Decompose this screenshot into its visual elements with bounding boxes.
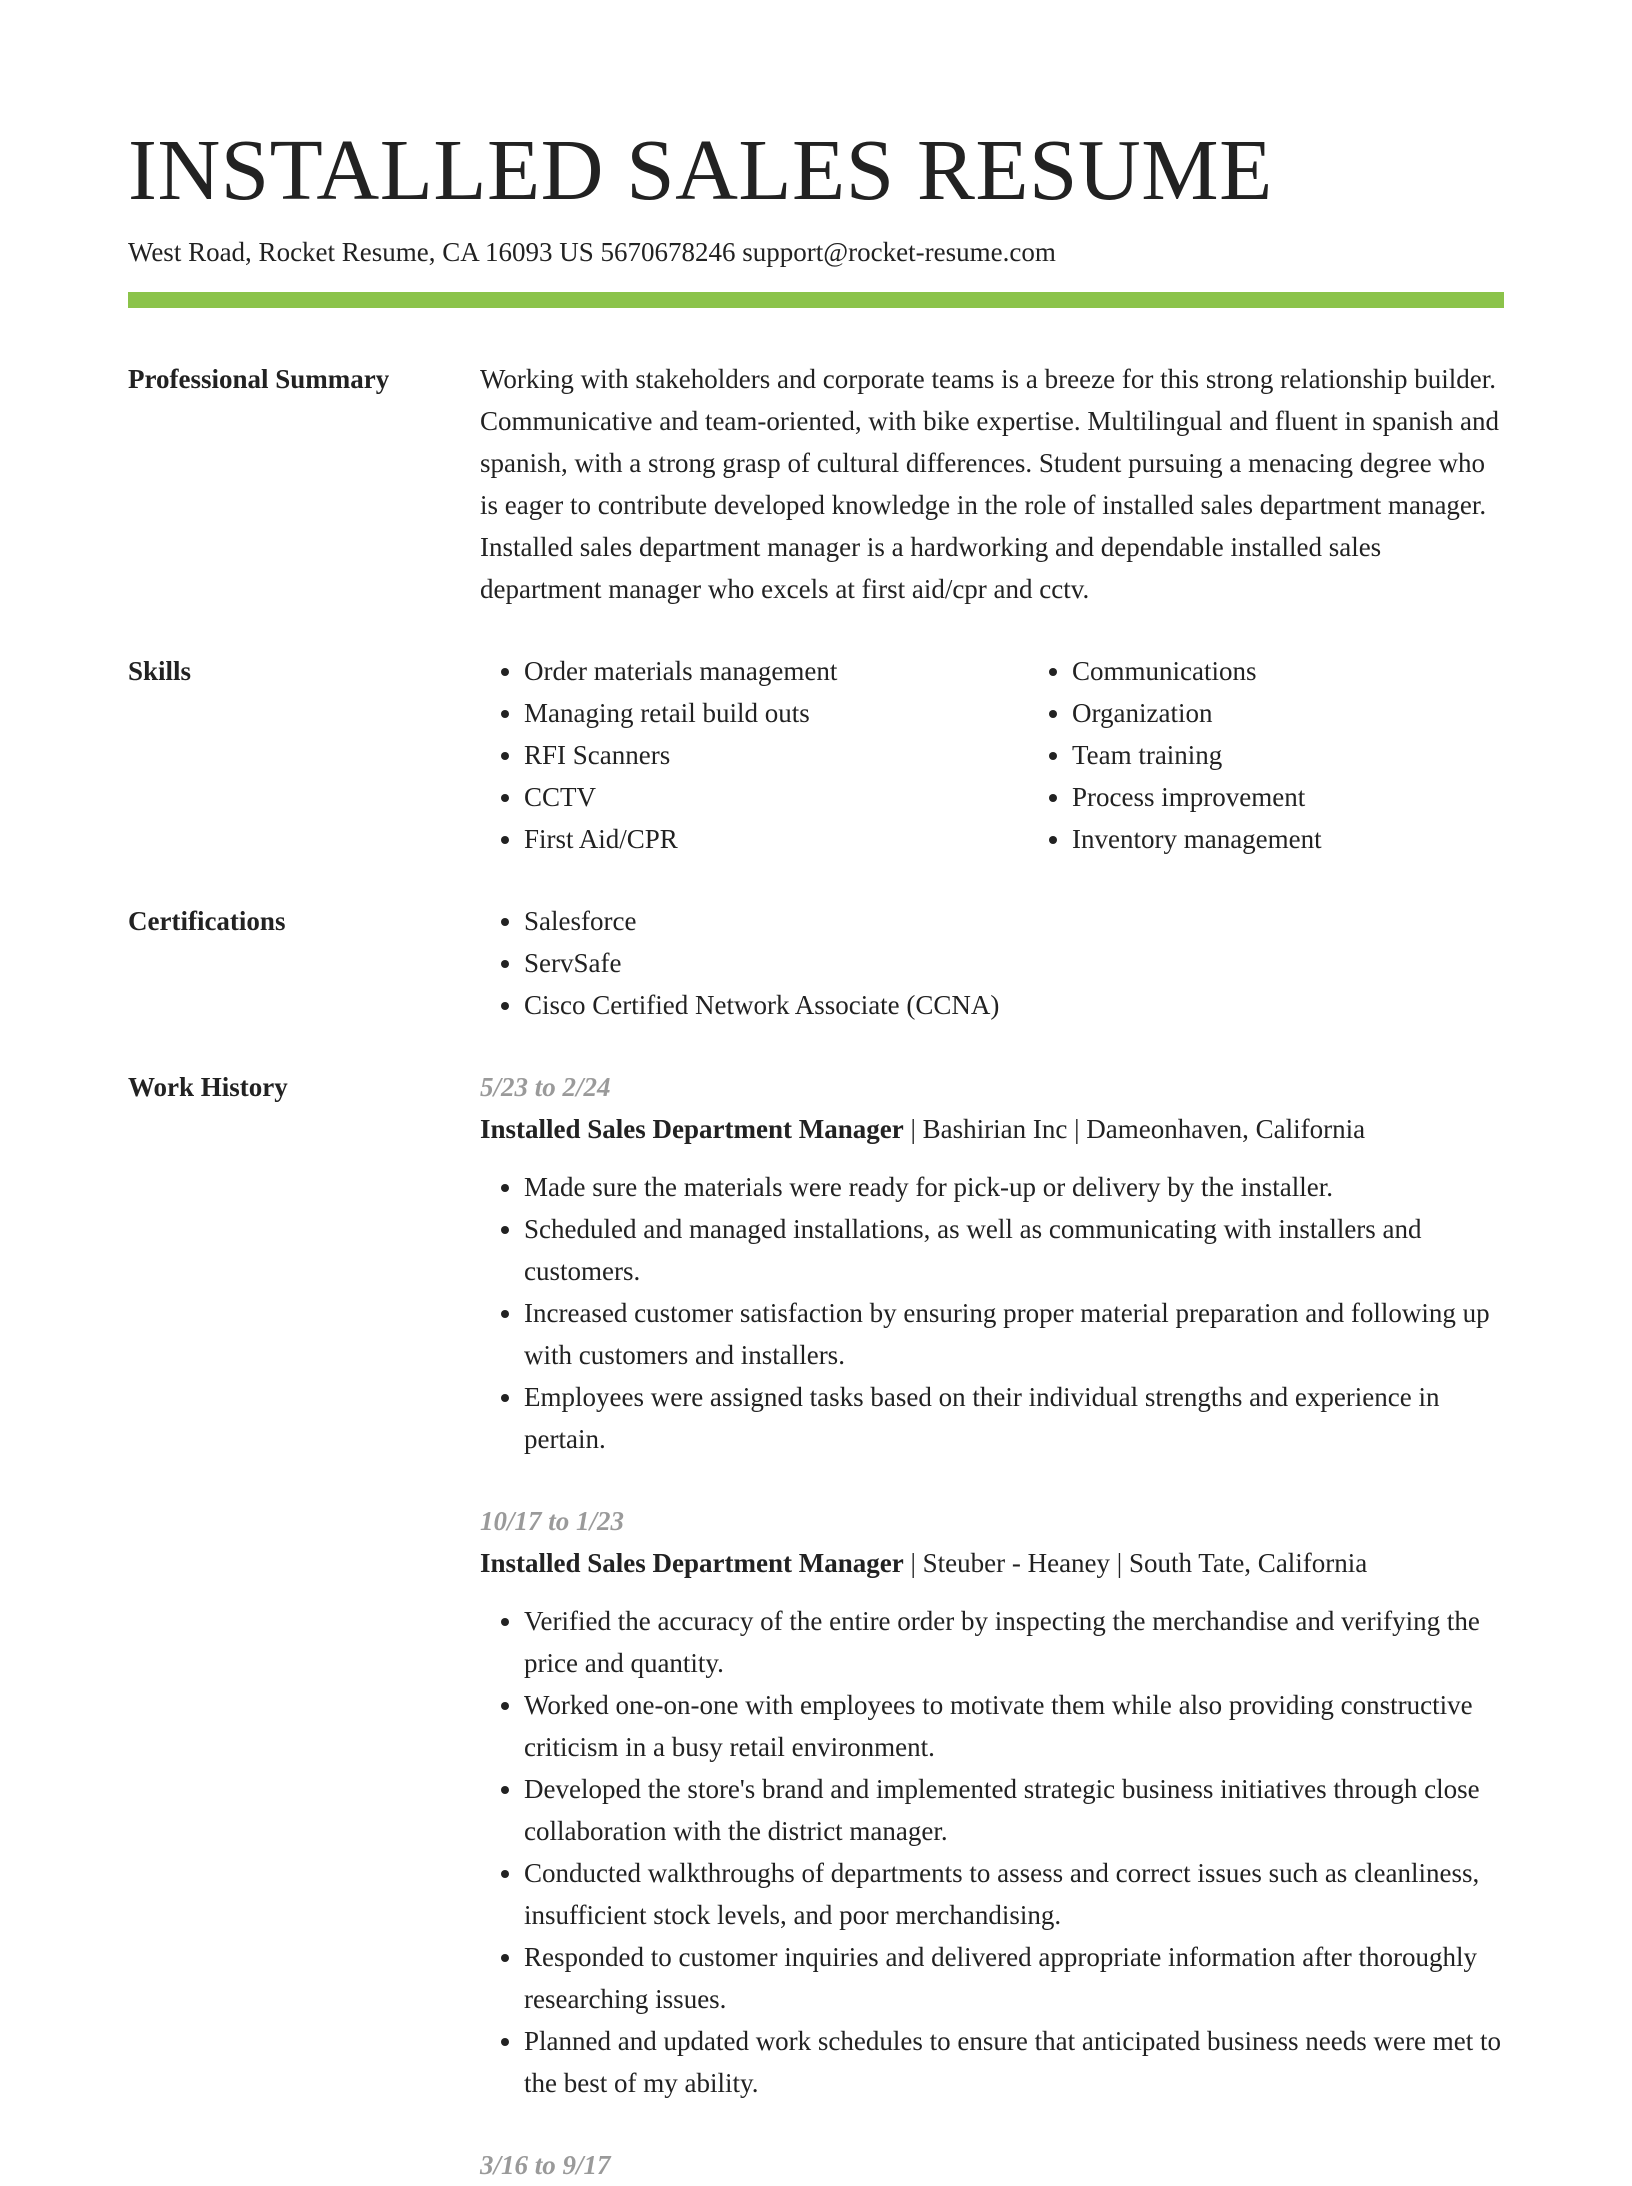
resume-page: [128, 120, 1504, 2186]
job-bullet: • Scheduled and managed installations, as well as communicating with installers and customers.: [524, 1208, 1504, 1292]
job-entry: [480, 2144, 1504, 2186]
job-bullet: • Worked one-on-one with employees to motivate them while also providing constructive criticism in a busy retail environment.: [524, 1684, 1504, 1768]
skill-item: • CCTV: [524, 776, 1028, 818]
job-dates: 5/23 to 2/24: [480, 1072, 611, 1102]
job-details: | Steuber - Heaney | South Tate, California: [903, 1548, 1368, 1578]
job-entry: [480, 1500, 1504, 2104]
section-label-summary: Professional Summary: [128, 364, 390, 394]
certification-item: • Salesforce: [524, 900, 1504, 942]
job-details: | Bashirian Inc | Dameonhaven, California: [903, 1114, 1366, 1144]
skill-item: • Organization: [1072, 692, 1576, 734]
skills-list-left: [480, 650, 1028, 860]
certifications-list: [480, 900, 1504, 1026]
resume-title: INSTALLED SALES RESUME: [128, 121, 1273, 218]
skills-section: [128, 650, 1504, 860]
job-bullet: • Planned and updated work schedules to ensure that anticipated business needs were met to the best of my ability.: [524, 2020, 1504, 2104]
section-label-work-history: Work History: [128, 1072, 288, 1102]
certification-item: • ServSafe: [524, 942, 1504, 984]
job-title: Installed Sales Department Manager: [480, 1548, 904, 1578]
summary-section: [128, 358, 1504, 610]
work-history-section: [128, 1066, 1504, 2186]
job-bullet: • Responded to customer inquiries and delivered appropriate information after thoroughly researching issues.: [524, 1936, 1504, 2020]
skill-item: • RFI Scanners: [524, 734, 1028, 776]
job-dates: 10/17 to 1/23: [480, 1506, 625, 1536]
job-bullet: • Developed the store's brand and implemented strategic business initiatives through close collaboration with the district manager.: [524, 1768, 1504, 1852]
skill-item: • Team training: [1072, 734, 1576, 776]
skill-item: • Managing retail build outs: [524, 692, 1028, 734]
skill-item: • First Aid/CPR: [524, 818, 1028, 860]
summary-text: Working with stakeholders and corporate teams is a breeze for this strong relationship builder. Communicative and team-oriented, with bike expertise. Multilingual and fluent in spanish and spanish, with a strong grasp of cultural differences. Student pursuing a menacing degree who is eager to contribute developed knowledge in the role of installed sales department manager. Installed sales department manager is a hardworking and dependable installed sales department manager who excels at first aid/cpr and cctv.: [480, 364, 1500, 604]
job-bullet: • Conducted walkthroughs of departments to assess and correct issues such as cleanliness, insufficient stock levels, and poor merchandising.: [524, 1852, 1504, 1936]
skill-item: • Order materials management: [524, 650, 1028, 692]
section-label-certifications: Certifications: [128, 906, 286, 936]
job-title: Installed Sales Department Manager: [480, 1114, 904, 1144]
job-bullet: • Employees were assigned tasks based on their individual strengths and experience in pertain.: [524, 1376, 1504, 1460]
job-bullet: • Increased customer satisfaction by ensuring proper material preparation and following up with customers and installers.: [524, 1292, 1504, 1376]
skills-list-right: [1028, 650, 1576, 860]
job-dates: 3/16 to 9/17: [480, 2150, 611, 2180]
certification-item: • Cisco Certified Network Associate (CCNA): [524, 984, 1504, 1026]
accent-divider: [128, 292, 1504, 308]
job-bullets: [480, 1600, 1504, 2104]
certifications-section: [128, 900, 1504, 1026]
skill-item: • Process improvement: [1072, 776, 1576, 818]
skill-item: • Communications: [1072, 650, 1576, 692]
contact-line: West Road, Rocket Resume, CA 16093 US 5670678246 support@rocket-resume.com: [128, 237, 1056, 267]
job-heading: [480, 1542, 1504, 1584]
job-bullets: [480, 1166, 1504, 1460]
skill-item: • Inventory management: [1072, 818, 1576, 860]
job-bullet: • Made sure the materials were ready for pick-up or delivery by the installer.: [524, 1166, 1504, 1208]
job-bullet: • Verified the accuracy of the entire order by inspecting the merchandise and verifying the price and quantity.: [524, 1600, 1504, 1684]
job-entry: [480, 1066, 1504, 1460]
section-label-skills: Skills: [128, 656, 192, 686]
job-heading: [480, 1108, 1504, 1150]
